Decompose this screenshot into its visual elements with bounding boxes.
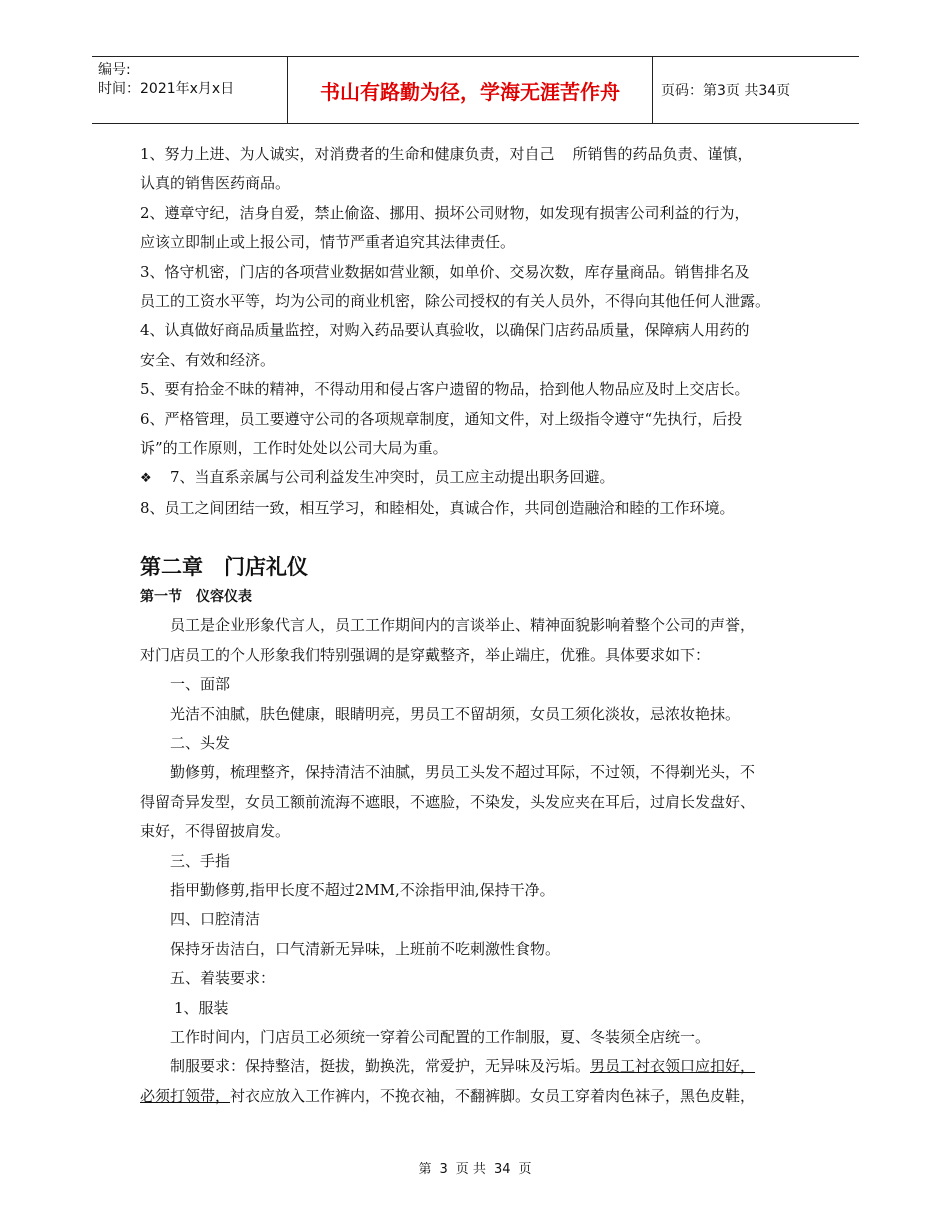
- rule-2-cont: 应该立即制止或上报公司，情节严重者追究其法律责任。: [140, 233, 516, 252]
- header-meta: [92, 57, 287, 123]
- uniform-line-2: 必须打领带，衬衣应放入工作裤内，不挽衣袖，不翻裤脚。女员工穿着肉色袜子，黑色皮鞋，: [140, 1086, 756, 1105]
- hand-text: 指甲勤修剪,指甲长度不超过2MM,不涂指甲油,保持干净。: [170, 880, 555, 899]
- mouth-text: 保持牙齿洁白，口气清新无异味，上班前不吃刺激性食物。: [170, 939, 561, 958]
- rule-4-cont: 安全、有效和经济。: [140, 350, 276, 369]
- underlined-requirement-cont: 必须打领带，: [140, 1086, 231, 1105]
- page-footer: 第 3 页 共 34 页: [418, 1162, 532, 1177]
- hand-heading: 三、手指: [170, 851, 231, 870]
- rule-6-cont: 诉”的工作原则，工作时处处以公司大局为重。: [140, 439, 448, 458]
- dress-heading: 五、着装要求：: [170, 969, 276, 988]
- hair-text-1: 勤修剪，梳理整齐，保持清洁不油腻，男员工头发不超过耳际，不过领，不得剃光头，不: [170, 763, 756, 782]
- rule-1-cont: 认真的销售医药商品。: [140, 174, 291, 193]
- page-header: [92, 56, 859, 124]
- header-page-info: 页码：第3页 共34页: [661, 83, 791, 99]
- rule-8: 8、员工之间团结一致，相互学习，和睦相处，真诚合作，共同创造融洽和睦的工作环境。: [140, 498, 735, 517]
- footer-page-number: 3: [439, 1162, 448, 1177]
- footer-total-pages: 34: [493, 1162, 511, 1177]
- rule-3-cont: 员工的工资水平等，均为公司的商业机密，除公司授权的有关人员外，不得向其他任何人泄露。: [140, 292, 771, 311]
- rule-4: 4、认真做好商品质量监控，对购入药品要认真验收，以确保门店药品质量，保障病人用药的: [140, 321, 750, 340]
- face-heading: 一、面部: [170, 675, 231, 694]
- number-label: 编号:: [98, 62, 131, 78]
- hair-heading: 二、头发: [170, 733, 231, 752]
- intro-line-2: 对门店员工的个人形象我们特别强调的是穿戴整齐，举止端庄，优雅。具体要求如下：: [140, 645, 711, 664]
- uniform-line-1: 制服要求：保持整洁，挺拔，勤换洗，常爱护，无异味及污垢。男员工衬衣领口应扣好，: [170, 1057, 756, 1076]
- rule-1: 1、努力上进、为人诚实，对消费者的生命和健康负责，对自己 所销售的药品负责、谨慎，: [140, 145, 753, 163]
- underlined-requirement: 男员工衬衣领口应扣好，: [590, 1057, 756, 1076]
- rule-7: ❖ 7、当直系亲属与公司利益发生冲突时，员工应主动提出职务回避。: [140, 463, 820, 493]
- section-title: 第一节 仪容仪表: [140, 589, 252, 606]
- header-motto: 书山有路勤为径，学海无涯苦作舟: [287, 57, 653, 123]
- clothing-text: 工作时间内，门店员工必须统一穿着公司配置的工作制服，夏、冬装须全店统一。: [170, 1027, 711, 1046]
- rule-6: 6、严格管理，员工要遵守公司的各项规章制度，通知文件，对上级指令遵守“先执行，后投: [140, 409, 743, 428]
- face-text: 光洁不油腻，肤色健康，眼睛明亮，男员工不留胡须，女员工须化淡妆，忌浓妆艳抹。: [170, 704, 741, 723]
- clothing-heading: 1、服装: [174, 998, 229, 1017]
- chapter-title: 第二章 门店礼仪: [140, 555, 308, 580]
- time-label: 时间：2021年x月x日: [98, 81, 235, 97]
- hair-text-3: 束好，不得留披肩发。: [140, 822, 291, 841]
- hair-text-2: 得留奇异发型，女员工额前流海不遮眼，不遮脸，不染发，头发应夹在耳后，过肩长发盘好、: [140, 792, 756, 811]
- rule-5: 5、要有拾金不昧的精神，不得动用和侵占客户遗留的物品，拾到他人物品应及时上交店长。: [140, 380, 750, 399]
- rule-2: 2、遵章守纪，洁身自爱，禁止偷盗、挪用、损坏公司财物，如发现有损害公司利益的行为，: [140, 203, 750, 222]
- diamond-bullet-icon: ❖: [140, 471, 152, 487]
- mouth-heading: 四、口腔清洁: [170, 910, 261, 929]
- intro-line-1: 员工是企业形象代言人，员工工作期间内的言谈举止、精神面貌影响着整个公司的声誉，: [170, 616, 756, 635]
- document-body: [140, 140, 820, 1111]
- rule-3: 3、恪守机密，门店的各项营业数据如营业额，如单价、交易次数，库存量商品。销售排名及: [140, 262, 750, 281]
